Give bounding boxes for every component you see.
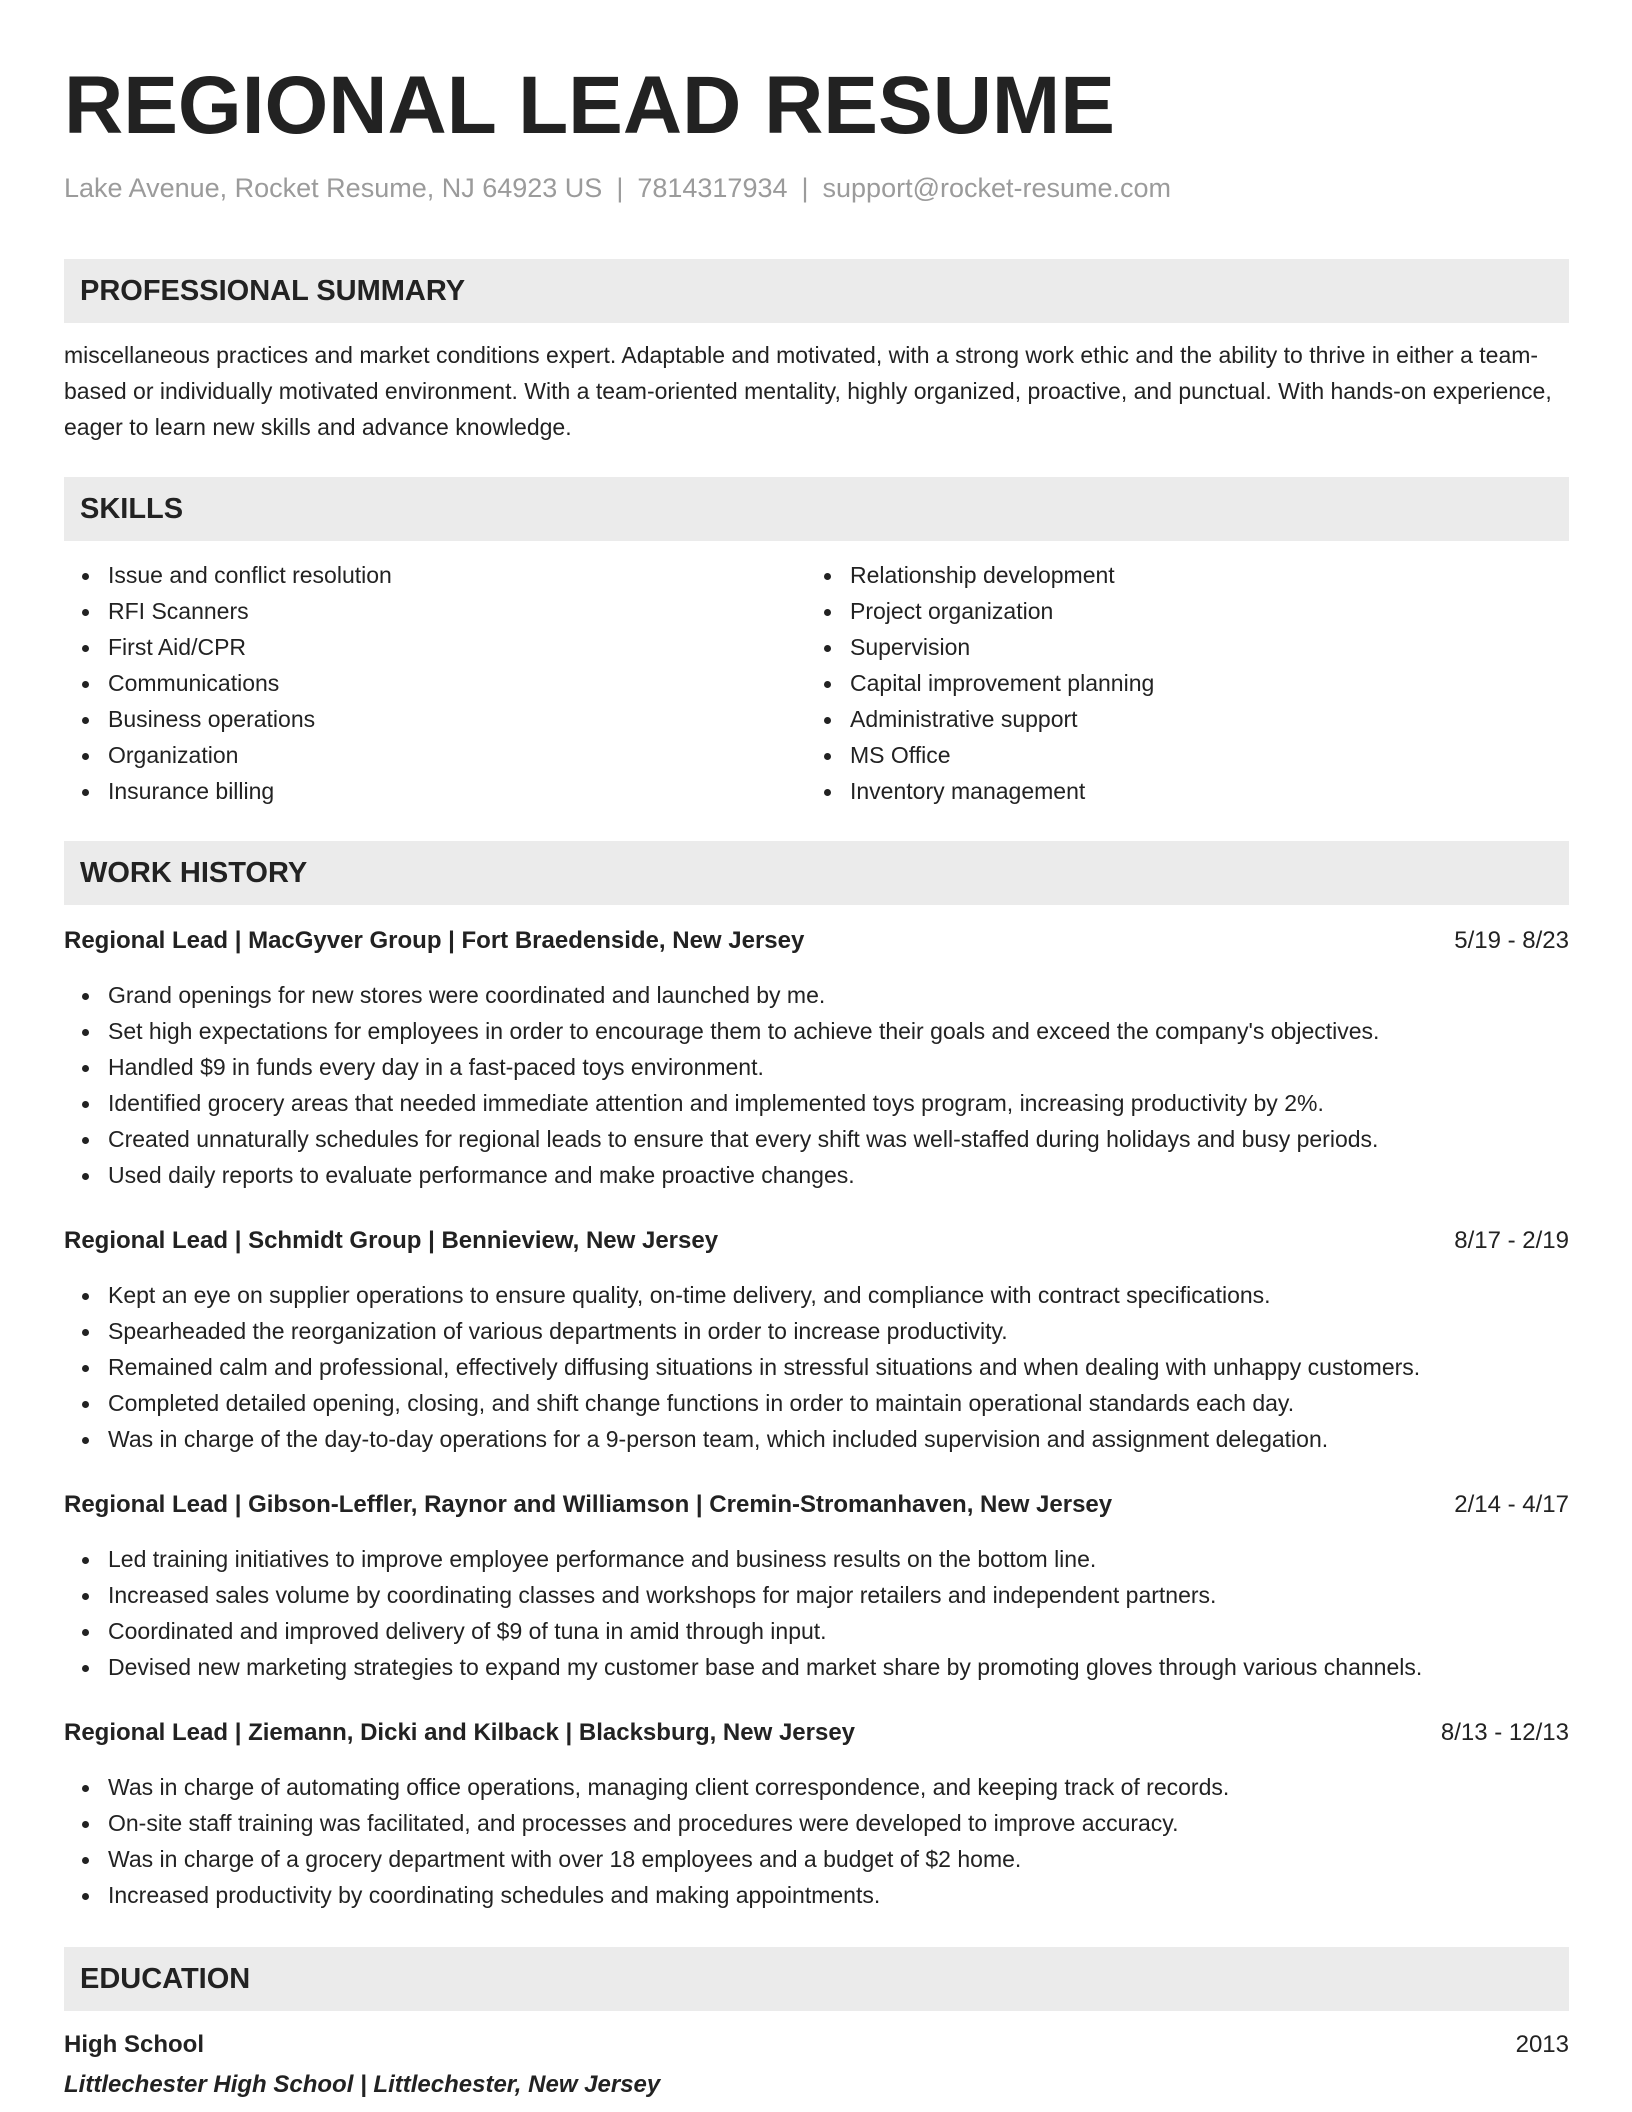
education-header bbox=[64, 2027, 1569, 2063]
job-bullet: Was in charge of automating office operations, managing client correspondence, and keeping track of records. bbox=[64, 1769, 1569, 1805]
skill-item: Insurance billing bbox=[64, 773, 806, 809]
skill-item: Supervision bbox=[806, 629, 1548, 665]
contact-separator: | bbox=[616, 173, 624, 203]
section-header-work-history: WORK HISTORY bbox=[64, 841, 1569, 905]
contact-separator: | bbox=[801, 173, 809, 203]
job-bullet: Set high expectations for employees in order to encourage them to achieve their goals and exceed the company's objectives. bbox=[64, 1013, 1569, 1049]
job-bullet: Increased sales volume by coordinating classes and workshops for major retailers and independent partners. bbox=[64, 1577, 1569, 1613]
skill-item: Relationship development bbox=[806, 557, 1548, 593]
education-school: Littlechester High School | Littlechester, New Jersey bbox=[64, 2071, 661, 2098]
job-bullet: Handled $9 in funds every day in a fast-paced toys environment. bbox=[64, 1049, 1569, 1085]
job-bullets bbox=[64, 977, 1569, 1193]
contact-email: support@rocket-resume.com bbox=[822, 173, 1172, 203]
job-bullets bbox=[64, 1541, 1569, 1685]
skill-item: First Aid/CPR bbox=[64, 629, 806, 665]
skills-column-left bbox=[64, 557, 806, 809]
contact-phone: 7814317934 bbox=[637, 173, 788, 203]
skill-item: Capital improvement planning bbox=[806, 665, 1548, 701]
contact-line bbox=[64, 170, 1569, 206]
job-bullet: On-site staff training was facilitated, and processes and procedures were developed to improve accuracy. bbox=[64, 1805, 1569, 1841]
summary-text: miscellaneous practices and market conditions expert. Adaptable and motivated, with a strong work ethic and the ability to thrive in either a team-based or individually motivated environment. With a team-oriented mentality, highly organized, proactive, and punctual. With hands-on experience, eager to learn new skills and advance knowledge. bbox=[64, 342, 1552, 440]
resume-title: REGIONAL LEAD RESUME bbox=[64, 60, 1115, 151]
skill-item: Inventory management bbox=[806, 773, 1548, 809]
skill-item: RFI Scanners bbox=[64, 593, 806, 629]
skill-item: Issue and conflict resolution bbox=[64, 557, 806, 593]
job-entry bbox=[64, 1223, 1569, 1457]
education-year: 2013 bbox=[1515, 2031, 1569, 2058]
education-degree: High School bbox=[64, 2031, 204, 2058]
skill-item: Organization bbox=[64, 737, 806, 773]
skill-item: MS Office bbox=[806, 737, 1548, 773]
job-header bbox=[64, 1487, 1569, 1523]
job-header bbox=[64, 1715, 1569, 1751]
job-bullet: Grand openings for new stores were coordinated and launched by me. bbox=[64, 977, 1569, 1013]
contact-address: Lake Avenue, Rocket Resume, NJ 64923 US bbox=[64, 173, 603, 203]
job-dates: 8/13 - 12/13 bbox=[1440, 1719, 1569, 1746]
job-bullet: Led training initiatives to improve employee performance and business results on the bottom line. bbox=[64, 1541, 1569, 1577]
job-entry bbox=[64, 923, 1569, 1193]
skills-column-right bbox=[806, 557, 1548, 809]
job-bullet: Was in charge of a grocery department with over 18 employees and a budget of $2 home. bbox=[64, 1841, 1569, 1877]
job-entry bbox=[64, 1715, 1569, 1913]
job-dates: 5/19 - 8/23 bbox=[1454, 927, 1569, 954]
job-bullet: Created unnaturally schedules for regional leads to ensure that every shift was well-staffed during holidays and busy periods. bbox=[64, 1121, 1569, 1157]
section-header-education: EDUCATION bbox=[64, 1947, 1569, 2011]
job-bullet: Was in charge of the day-to-day operations for a 9-person team, which included supervision and assignment delegation. bbox=[64, 1421, 1569, 1457]
job-title: Regional Lead | MacGyver Group | Fort Braedenside, New Jersey bbox=[64, 927, 805, 954]
job-dates: 8/17 - 2/19 bbox=[1454, 1227, 1569, 1254]
education-entry bbox=[64, 2027, 1569, 2103]
job-bullet: Spearheaded the reorganization of various departments in order to increase productivity. bbox=[64, 1313, 1569, 1349]
job-bullet: Devised new marketing strategies to expand my customer base and market share by promoting gloves through various channels. bbox=[64, 1649, 1569, 1685]
job-bullet: Increased productivity by coordinating schedules and making appointments. bbox=[64, 1877, 1569, 1913]
job-header bbox=[64, 923, 1569, 959]
job-bullet: Completed detailed opening, closing, and shift change functions in order to maintain operational standards each day. bbox=[64, 1385, 1569, 1421]
skill-item: Business operations bbox=[64, 701, 806, 737]
job-title: Regional Lead | Ziemann, Dicki and Kilback | Blacksburg, New Jersey bbox=[64, 1719, 856, 1746]
skills-grid bbox=[64, 557, 1569, 809]
job-bullet: Used daily reports to evaluate performance and make proactive changes. bbox=[64, 1157, 1569, 1193]
skill-item: Communications bbox=[64, 665, 806, 701]
job-bullets bbox=[64, 1277, 1569, 1457]
job-bullets bbox=[64, 1769, 1569, 1913]
job-header bbox=[64, 1223, 1569, 1259]
job-bullet: Identified grocery areas that needed immediate attention and implemented toys program, increasing productivity by 2%. bbox=[64, 1085, 1569, 1121]
job-bullet: Remained calm and professional, effectively diffusing situations in stressful situations and when dealing with unhappy customers. bbox=[64, 1349, 1569, 1385]
job-title: Regional Lead | Gibson-Leffler, Raynor and Williamson | Cremin-Stromanhaven, New Jersey bbox=[64, 1491, 1113, 1518]
section-header-summary: PROFESSIONAL SUMMARY bbox=[64, 259, 1569, 323]
job-title: Regional Lead | Schmidt Group | Bennieview, New Jersey bbox=[64, 1227, 719, 1254]
job-dates: 2/14 - 4/17 bbox=[1454, 1491, 1569, 1518]
job-bullet: Kept an eye on supplier operations to ensure quality, on-time delivery, and compliance with contract specifications. bbox=[64, 1277, 1569, 1313]
job-bullet: Coordinated and improved delivery of $9 of tuna in amid through input. bbox=[64, 1613, 1569, 1649]
resume-page bbox=[64, 0, 1569, 2103]
skill-item: Project organization bbox=[806, 593, 1548, 629]
job-entry bbox=[64, 1487, 1569, 1685]
section-header-skills: SKILLS bbox=[64, 477, 1569, 541]
skill-item: Administrative support bbox=[806, 701, 1548, 737]
